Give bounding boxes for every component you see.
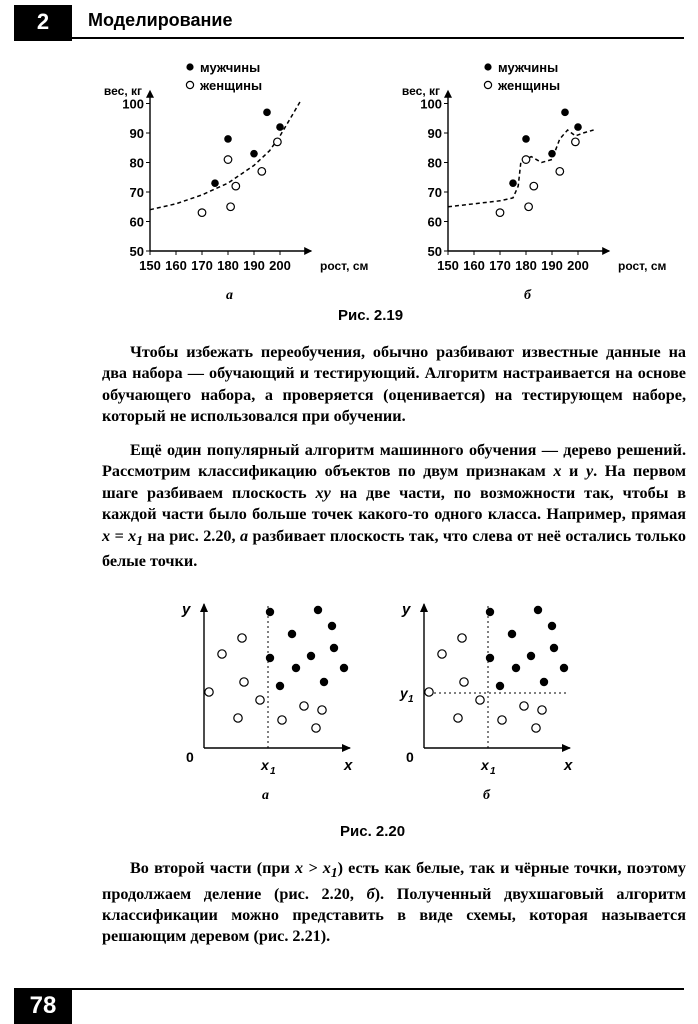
x-tick-label: 180	[217, 258, 239, 273]
point-white	[205, 688, 213, 696]
y-axis-label: вес, кг	[103, 83, 142, 98]
origin-label: 0	[406, 749, 414, 765]
point-black	[340, 664, 348, 672]
point-black	[328, 622, 336, 630]
y-tick-label: 100	[122, 96, 144, 112]
point-white	[312, 724, 320, 732]
p2-text: . Рассмотрим классификацию объектов по двум признакам	[102, 441, 686, 481]
p3-text: ) есть как белые, так и чёрные точки, поэтому продолжаем деление (рис. 2.20,	[102, 859, 686, 903]
y-tick-label: 90	[129, 126, 144, 141]
paragraph-2	[102, 440, 686, 573]
y-axis-label: вес, кг	[401, 83, 440, 98]
y-axis-label: y	[402, 601, 411, 618]
x-axis-arrow	[602, 247, 610, 255]
point-black	[560, 664, 568, 672]
x-axis-arrow	[342, 744, 351, 752]
point-white	[520, 702, 528, 710]
point-women	[198, 209, 206, 217]
footer-rule	[72, 988, 684, 990]
y-tick-label: 90	[427, 126, 442, 141]
figure-2-19-label-b: б	[524, 288, 531, 303]
point-white	[454, 714, 462, 722]
p2-text: . На первом шаге разбиваем плоскость	[102, 462, 686, 502]
x-tick-label: 170	[191, 258, 213, 273]
point-white	[318, 706, 326, 714]
point-black	[266, 654, 274, 662]
y-axis-arrow	[200, 603, 208, 612]
y-tick-label: 80	[427, 155, 442, 171]
x-tick-label: 170	[489, 258, 511, 273]
x-tick-label: 160	[165, 258, 187, 273]
legend-women-marker	[484, 81, 491, 88]
p2-text: на две части, по возможности так, чтобы в каждой части было больше точек какого-то одного класса. Например, прямая	[102, 483, 686, 524]
p2-text: на рис. 2.20,	[142, 526, 240, 545]
point-men	[263, 109, 271, 117]
point-white	[300, 702, 308, 710]
point-men	[574, 123, 582, 131]
y-axis-arrow	[444, 90, 452, 98]
page-number: 78	[14, 988, 72, 1024]
figure-2-19-caption: Рис. 2.19	[338, 307, 404, 324]
chapter-badge: 2	[14, 5, 72, 41]
var-x: x	[553, 462, 562, 481]
point-white	[256, 696, 264, 704]
point-white	[425, 688, 433, 696]
point-men	[509, 179, 517, 187]
point-black	[486, 608, 494, 616]
point-white	[458, 634, 466, 642]
x-tick-label: 160	[463, 258, 485, 273]
point-men	[561, 109, 569, 117]
y-axis-arrow	[146, 90, 154, 98]
y-tick-label: 80	[129, 155, 144, 171]
header-rule	[72, 37, 684, 39]
point-women	[496, 209, 504, 217]
x-axis-label: x	[564, 757, 573, 774]
point-black	[540, 678, 548, 686]
point-black	[512, 664, 520, 672]
legend-men-label: мужчины	[200, 60, 261, 75]
term-decision-tree: дерево решений	[563, 441, 682, 459]
y-axis-label: y	[182, 601, 191, 618]
figure-2-20-b	[392, 596, 592, 782]
origin-label: 0	[186, 749, 194, 765]
x-axis-arrow	[304, 247, 312, 255]
x-tick-label: 150	[139, 258, 161, 273]
var-xy: xy	[315, 483, 331, 502]
y1-subscript: 1	[408, 694, 414, 705]
legend-women-marker	[186, 81, 193, 88]
point-men	[224, 135, 232, 143]
point-white	[476, 696, 484, 704]
figure-2-20-label-a: а	[262, 788, 269, 803]
y-tick-label: 50	[129, 244, 144, 259]
legend-men-label: мужчины	[498, 60, 559, 75]
p3-text: Во второй части (при	[130, 859, 296, 877]
point-black	[288, 630, 296, 638]
point-black	[548, 622, 556, 630]
x-axis-label: рост, см	[320, 259, 369, 273]
p3-text: (рис. 2.21).	[249, 927, 331, 946]
fig-ref-a: а	[239, 526, 249, 545]
point-black	[496, 682, 504, 690]
y-tick-label: 100	[420, 96, 442, 112]
point-men	[211, 179, 219, 187]
point-black	[330, 644, 338, 652]
point-white	[238, 634, 246, 642]
x1-subscript: 1	[490, 766, 496, 777]
point-black	[550, 644, 558, 652]
figure-2-20-a	[176, 596, 366, 782]
point-black	[486, 654, 494, 662]
x1-label: x	[481, 757, 489, 773]
legend-men-marker	[484, 63, 491, 70]
legend-men-marker	[186, 63, 193, 70]
paragraph-1: Чтобы избежать переобучения, обычно разбивают известные данные на два набора — обучающий и тестирующий. Алгоритм настраивается на основе обучающего набора, а проверяется (оценивается) на тестирующем наборе, который не использовался при обучении.	[102, 343, 686, 426]
x-tick-label: 190	[243, 258, 265, 273]
legend-women-label: женщины	[200, 78, 263, 93]
p2-text: разбивает плоскость так, что слева от неё остались только белые точки.	[102, 526, 687, 571]
y-tick-label: 50	[427, 244, 442, 259]
y-tick-label: 60	[129, 214, 144, 230]
point-black	[527, 652, 535, 660]
point-women	[556, 168, 564, 176]
point-white	[278, 716, 286, 724]
point-white	[532, 724, 540, 732]
point-black	[307, 652, 315, 660]
legend-women-label: женщины	[498, 78, 561, 93]
point-white	[538, 706, 546, 714]
point-black	[292, 664, 300, 672]
point-white	[498, 716, 506, 724]
p2-text: Ещё один популярный алгоритм машинного обучения —	[130, 441, 564, 459]
y-axis-arrow	[420, 603, 428, 612]
point-black	[266, 608, 274, 616]
point-white	[438, 650, 446, 658]
point-black	[534, 606, 542, 614]
figure-2-19-a	[80, 56, 369, 288]
point-white	[240, 678, 248, 686]
page-header-title: Моделирование	[88, 10, 233, 30]
p3-text: ). Полученный двухшаговый алгоритм классификации можно представить в виде схемы, которая называется	[102, 884, 686, 925]
point-men	[522, 135, 530, 143]
condition-x-gt-x1: x > x	[295, 859, 331, 877]
point-men	[548, 150, 556, 158]
fig-ref-b: б	[366, 884, 375, 903]
figure-2-20-caption: Рис. 2.20	[340, 823, 406, 840]
x-tick-label: 180	[515, 258, 537, 273]
point-black	[276, 682, 284, 690]
x-tick-label: 150	[437, 258, 459, 273]
subscript-1: 1	[136, 532, 143, 548]
figure-2-19-b	[378, 56, 666, 288]
paragraph-3	[102, 858, 686, 948]
p2-text: и	[561, 462, 586, 481]
point-white	[218, 650, 226, 658]
figure-2-19-label-a: а	[226, 288, 233, 303]
x-tick-label: 200	[567, 258, 589, 273]
y1-label: y	[400, 685, 408, 701]
equation-x-x1: x = x	[102, 526, 137, 545]
x-tick-label: 190	[541, 258, 563, 273]
y-tick-label: 60	[427, 214, 442, 230]
point-black	[320, 678, 328, 686]
point-women	[522, 156, 530, 164]
point-women	[232, 182, 240, 190]
var-y: y	[585, 462, 594, 481]
x-axis-arrow	[562, 744, 571, 752]
x-tick-label: 200	[269, 258, 291, 273]
point-women	[258, 168, 266, 176]
point-men	[276, 123, 284, 131]
y-tick-label: 70	[427, 185, 442, 200]
figure-2-20-label-b: б	[483, 788, 490, 803]
term-decision-tree-scheme: решающим деревом	[102, 927, 250, 946]
point-women	[525, 203, 533, 211]
x-axis-label: x	[344, 757, 353, 774]
point-white	[234, 714, 242, 722]
fitted-curve	[150, 101, 301, 210]
point-women	[572, 138, 580, 146]
point-black	[508, 630, 516, 638]
x-axis-label: рост, см	[618, 259, 667, 273]
x1-subscript: 1	[270, 766, 276, 777]
point-women	[227, 203, 235, 211]
subscript-1: 1	[330, 865, 338, 881]
point-black	[314, 606, 322, 614]
x1-label: x	[261, 757, 269, 773]
point-women	[224, 156, 232, 164]
point-women	[530, 182, 538, 190]
y-tick-label: 70	[129, 185, 144, 200]
point-men	[250, 150, 258, 158]
point-white	[460, 678, 468, 686]
point-women	[274, 138, 282, 146]
